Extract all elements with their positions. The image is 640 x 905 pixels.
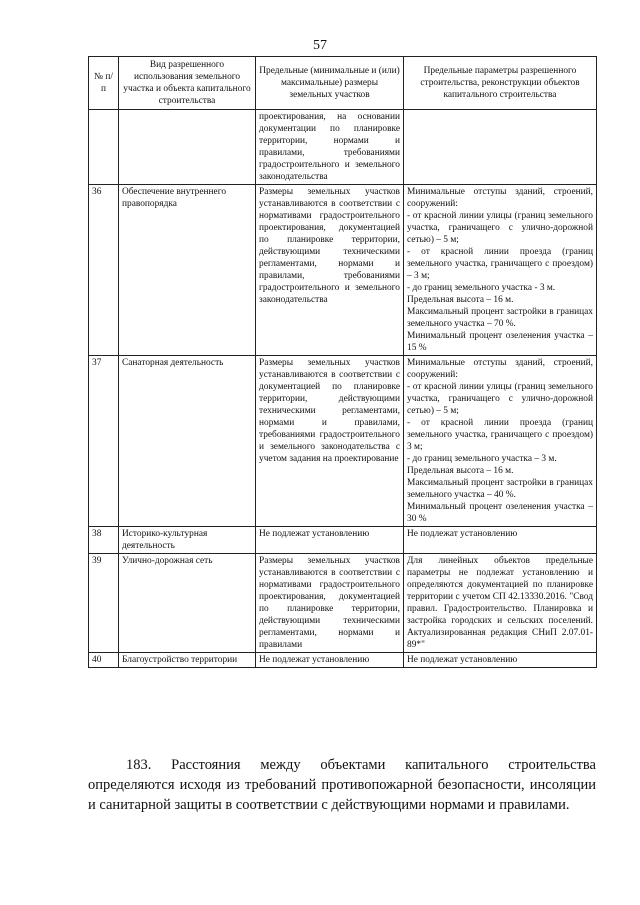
- row-params: [404, 185, 597, 356]
- param-line: Не подлежат установлению: [407, 655, 518, 665]
- param-line: Предельная высота – 16 м.: [407, 295, 514, 305]
- table-row: [89, 185, 597, 356]
- row-params: [404, 110, 597, 185]
- param-line: Для линейных объектов предельные параметры не подлежат установлению и определяются документацией по планировке территории с учетом СП 42.13330.2016. "Свод правил. Градостроительство. Планировка и застройка городских и сельских поселений. Актуализированная редакция СНиП 2.07.01-89*": [407, 556, 593, 650]
- table-header-row: [89, 57, 597, 110]
- param-line: Минимальные отступы зданий, строений, сооружений:: [407, 187, 593, 209]
- row-params: [404, 653, 597, 668]
- row-params: [404, 356, 597, 527]
- param-line: - от красной линии улицы (границ земельного участка, граничащего с улично-дорожной сетью) – 5 м;: [407, 211, 593, 245]
- row-params: [404, 554, 597, 653]
- param-line: - от красной линии улицы (границ земельного участка, граничащего с улично-дорожной сетью) – 5 м;: [407, 382, 593, 416]
- row-size: Размеры земельных участков устанавливаются в соответствии с нормативами градостроительного проектирования, документацией по планировке территории, действующими техническими регламентами, нормами и правилами, требованиями градостроительного и земельного законодательства: [256, 185, 404, 356]
- table-row: [89, 356, 597, 527]
- row-size: Не подлежат установлению: [256, 653, 404, 668]
- header-plot-size: Предельные (минимальные и (или) максимальные) размеры земельных участков: [256, 57, 404, 110]
- param-line: - от красной линии проезда (границ земельного участка, граничащего с проездом) 3 м;: [407, 418, 593, 452]
- row-use: Историко-культурная деятельность: [119, 527, 256, 554]
- row-number: [89, 110, 119, 185]
- paragraph-text: 183. Расстояния между объектами капитального строительства определяются исходя из требований противопожарной безопасности, инсоляции и санитарной защиты в соответствии с действующими нормами и правилами.: [88, 756, 596, 813]
- param-line: Максимальный процент застройки в границах земельного участка – 70 %.: [407, 307, 593, 329]
- row-params: [404, 527, 597, 554]
- param-line: Минимальный процент озеленения участка – 15 %: [407, 331, 593, 353]
- header-construction-params: Предельные параметры разрешенного строительства, реконструкции объектов капитального строительства: [404, 57, 597, 110]
- param-line: - от красной линии проезда (границ земельного участка, граничащего с проездом) – 3 м;: [407, 247, 593, 281]
- row-use: Улично-дорожная сеть: [119, 554, 256, 653]
- param-line: Предельная высота – 16 м.: [407, 466, 514, 476]
- row-use: Санаторная деятельность: [119, 356, 256, 527]
- row-size: Размеры земельных участков устанавливаются в соответствии с документацией по планировке территории, действующими техническими регламентами, нормами и правилами, требованиями градостроительного и земельного законодательства с учетом задания на проектирование: [256, 356, 404, 527]
- row-use: [119, 110, 256, 185]
- row-number: 39: [89, 554, 119, 653]
- row-number: 36: [89, 185, 119, 356]
- table-row: [89, 554, 597, 653]
- param-line: Минимальный процент озеленения участка – 30 %: [407, 502, 593, 524]
- param-line: - до границ земельного участка - 3 м.: [407, 283, 556, 293]
- paragraph-183: [88, 755, 596, 815]
- row-use: Благоустройство территории: [119, 653, 256, 668]
- header-permitted-use: Вид разрешенного использования земельного участка и объекта капитального строительства: [119, 57, 256, 110]
- param-line: - до границ земельного участка – 3 м.: [407, 454, 557, 464]
- row-size: Не подлежат установлению: [256, 527, 404, 554]
- page-number: 57: [313, 38, 327, 53]
- row-size: Размеры земельных участков устанавливаются в соответствии с нормативами градостроительного проектирования, документацией по планировке территории, действующими техническими регламентами, нормами и правилами: [256, 554, 404, 653]
- row-number: 40: [89, 653, 119, 668]
- table-row: [89, 653, 597, 668]
- zoning-parameters-table: [88, 56, 597, 668]
- row-number: 37: [89, 356, 119, 527]
- header-number: № п/п: [89, 57, 119, 110]
- param-line: Минимальные отступы зданий, строений, сооружений:: [407, 358, 593, 380]
- row-number: 38: [89, 527, 119, 554]
- row-size: проектирования, на основании документации по планировке территории, нормами и правилами, требованиями градостроительного и земельного законодательства: [256, 110, 404, 185]
- param-line: Максимальный процент застройки в границах земельного участка – 40 %.: [407, 478, 593, 500]
- table-row: [89, 527, 597, 554]
- table-row: [89, 110, 597, 185]
- param-line: Не подлежат установлению: [407, 529, 518, 539]
- row-use: Обеспечение внутреннего правопорядка: [119, 185, 256, 356]
